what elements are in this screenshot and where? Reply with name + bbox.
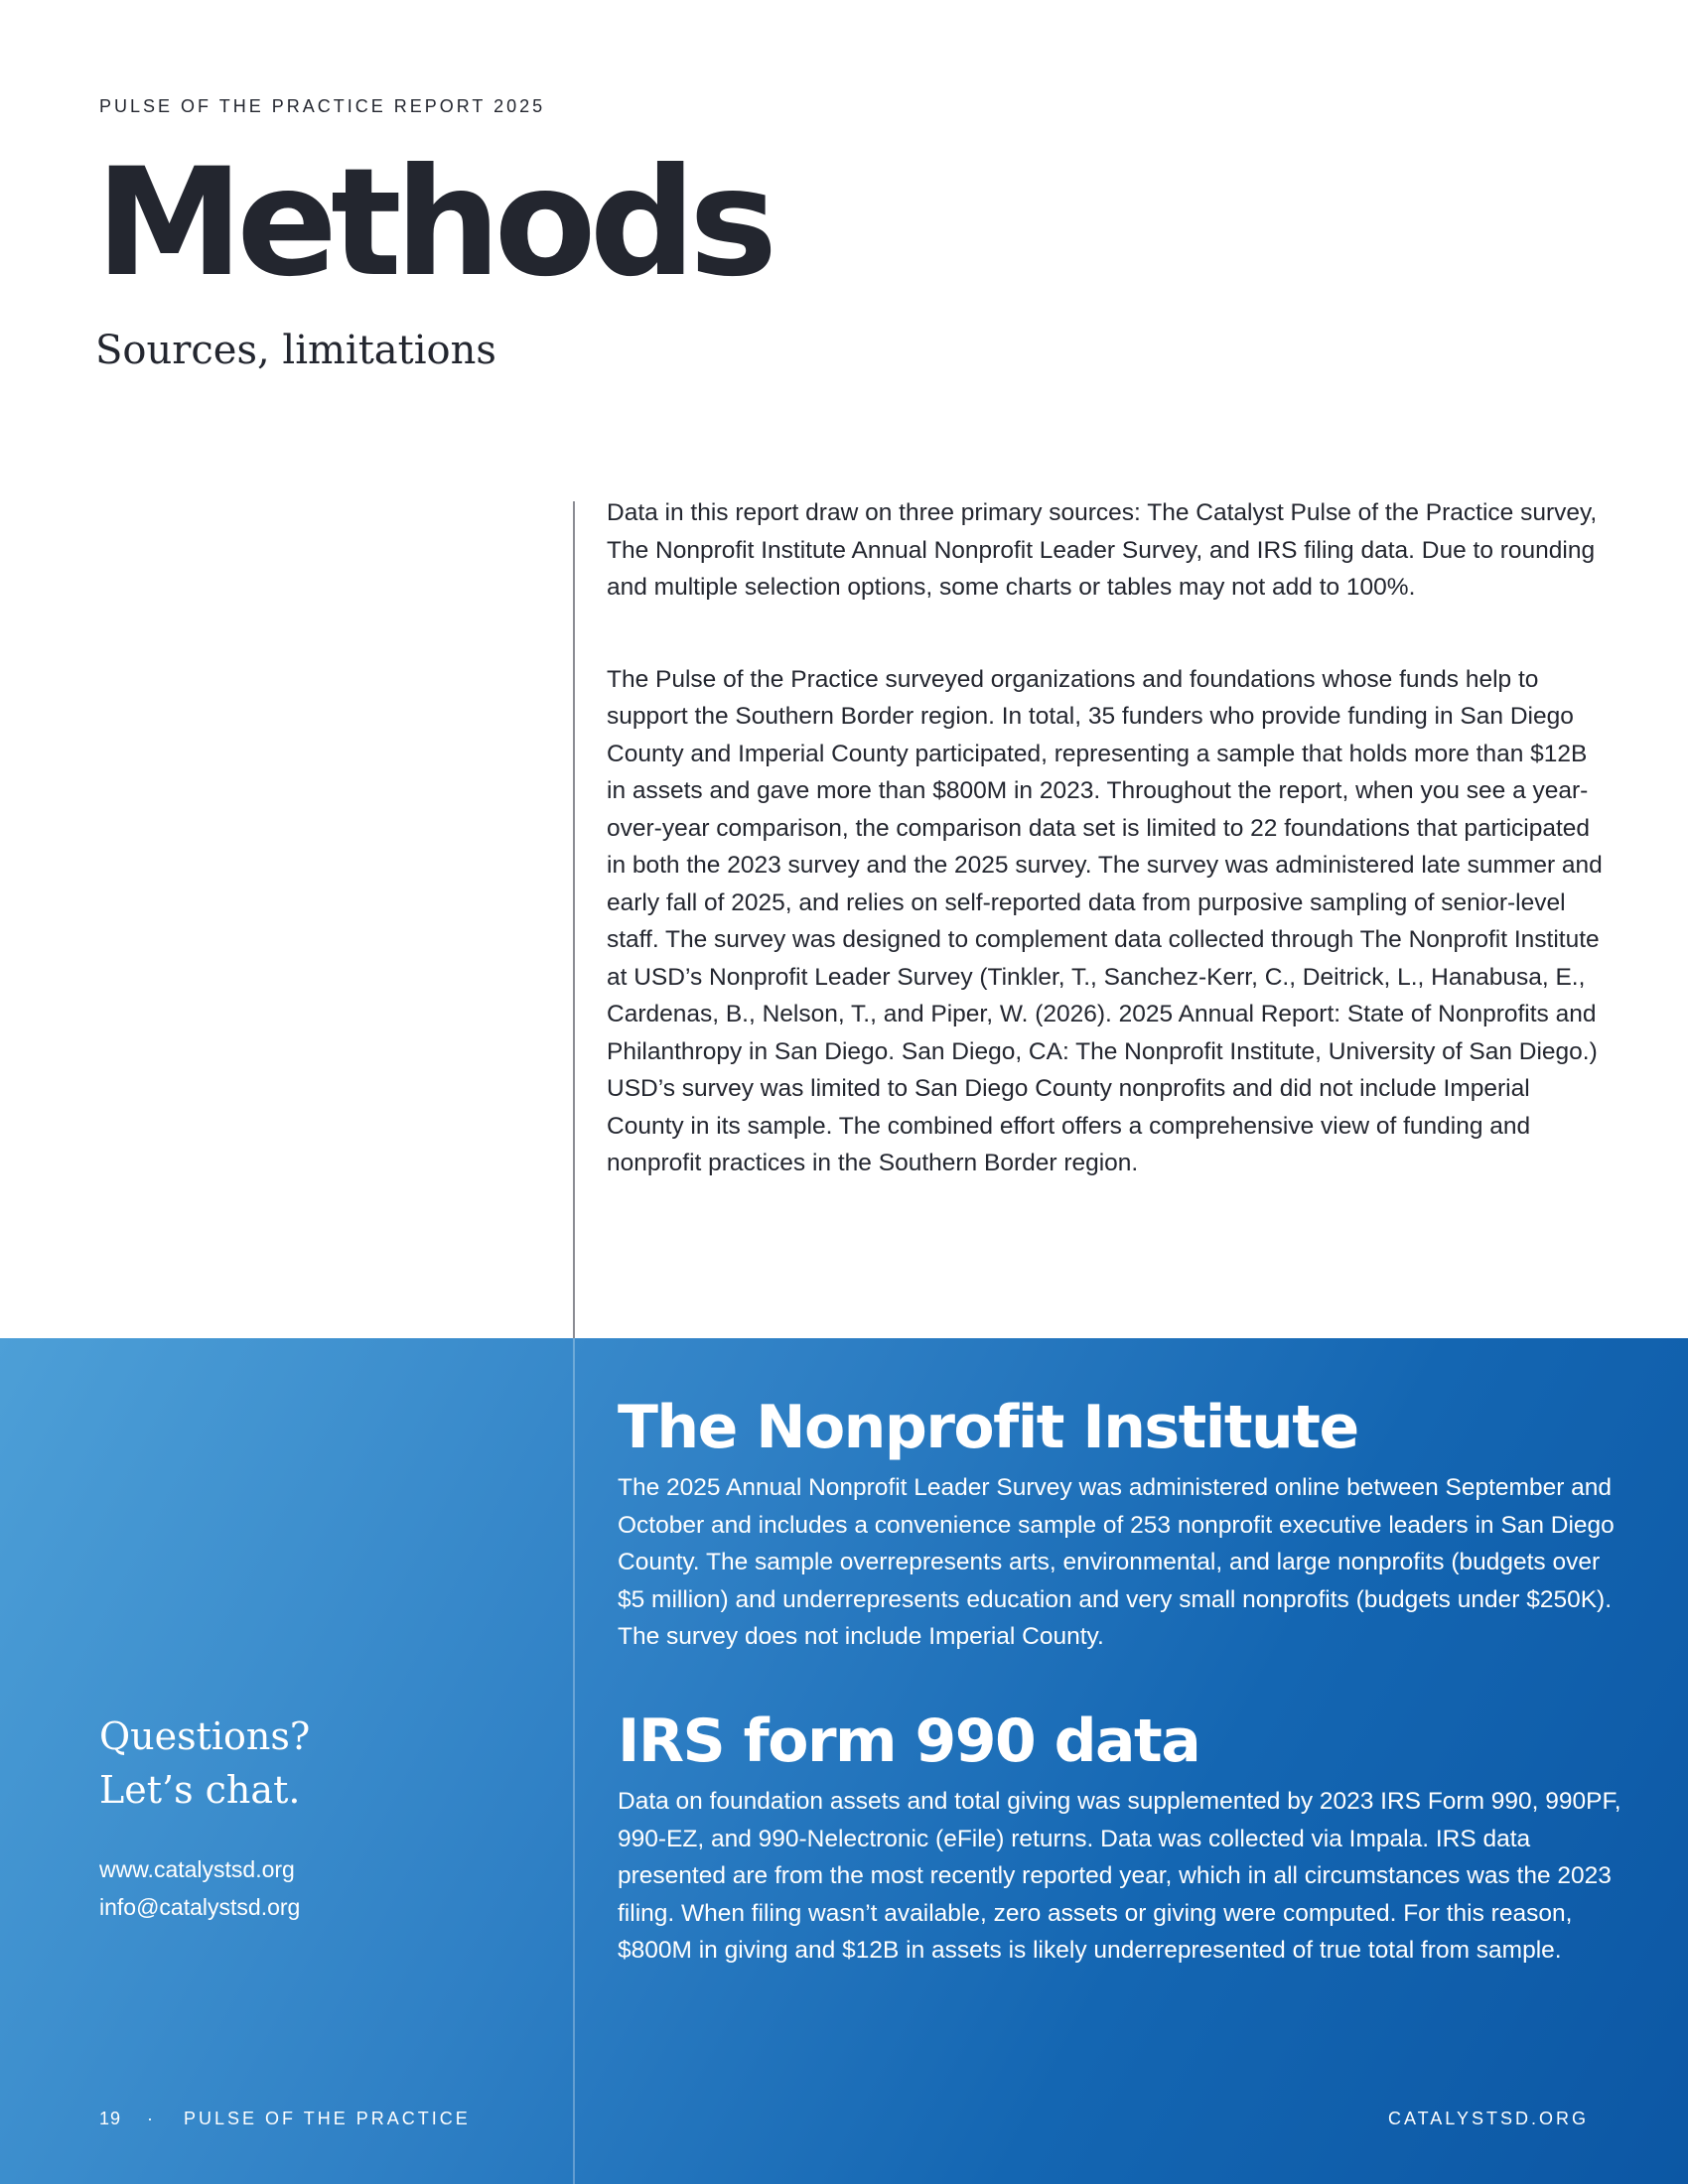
website-link[interactable]: www.catalystsd.org [99, 1856, 295, 1882]
contact-links [99, 1850, 300, 1926]
page-subtitle: Sources, limitations [95, 328, 496, 373]
report-kicker: PULSE OF THE PRACTICE REPORT 2025 [99, 96, 546, 116]
panel-column-divider [573, 1338, 575, 2184]
irs-990-body: Data on foundation assets and total giving was supplemented by 2023 IRS Form 990, 990PF, 990-EZ, and 990-Nelectronic (eFile) returns. Data was collected via Impala. IRS data presented are from the most recently reported year, which in all circumstances was the 2023 filing. When filing wasn’t available, zero assets or giving were computed. For this reason, $800M in giving and $12B in assets is likely underrepresented of true total from sample. [618, 1788, 1621, 1964]
page-title: Methods [95, 137, 772, 310]
footer-website[interactable]: CATALYSTSD.ORG [1387, 2109, 1589, 2128]
nonprofit-institute-body: The 2025 Annual Nonprofit Leader Survey was administered online between September and October and includes a convenience sample of 253 nonprofit executive leaders in San Diego County. The sample overrepresents arts, environmental, and large nonprofits (budgets over $5 million) and underrepresents education and very small nonprofits (budgets under $250K). The survey does not include Imperial County. [618, 1474, 1615, 1650]
irs-990-heading: IRS form 990 data [618, 1706, 1200, 1776]
contact-callout [99, 1709, 310, 1817]
contact-callout-line1: Questions? [99, 1714, 311, 1758]
nonprofit-institute-heading: The Nonprofit Institute [618, 1393, 1358, 1462]
page-number: 19 [99, 2109, 122, 2128]
intro-paragraph-pulse: The Pulse of the Practice surveyed organizations and foundations whose funds help to support the Southern Border region. In total, 35 funders who provide funding in San Diego County and Imperial County participated, representing a sample that holds more than $12B in assets and gave more than $800M in 2023. Throughout the report, when you see a year-over-year comparison, the comparison data set is limited to 22 foundations that participated in both the 2023 survey and the 2025 survey. The survey was administered late summer and early fall of 2025, and relies on self-reported data from purposive sampling of senior-level staff. The survey was designed to complement data collected through The Nonprofit Institute at USD’s Nonprofit Leader Survey (Tinkler, T., Sanchez-Kerr, C., Deitrick, L., Hanabusa, E., Cardenas, B., Nelson, T., and Piper, W. (2026). 2025 Annual Report: State of Nonprofits and Philanthropy in San Diego. San Diego, CA: The Nonprofit Institute, University of San Diego.) USD’s survey was limited to San Diego County nonprofits and did not include Imperial County in its sample. The combined effort offers a comprehensive view of funding and nonprofit practices in the Southern Border region. [607, 665, 1603, 1176]
footer-report-name: PULSE OF THE PRACTICE [184, 2109, 471, 2128]
intro-paragraph-sources: Data in this report draw on three primary sources: The Catalyst Pulse of the Practice survey, The Nonprofit Institute Annual Nonprofit Leader Survey, and IRS filing data. Due to rounding and multiple selection options, some charts or tables may not add to 100%. [607, 499, 1598, 601]
email-link[interactable]: info@catalystsd.org [99, 1894, 301, 1920]
contact-callout-line2: Let’s chat. [99, 1768, 301, 1812]
footer-separator: · [147, 2109, 156, 2128]
intro-text [607, 494, 1610, 1237]
